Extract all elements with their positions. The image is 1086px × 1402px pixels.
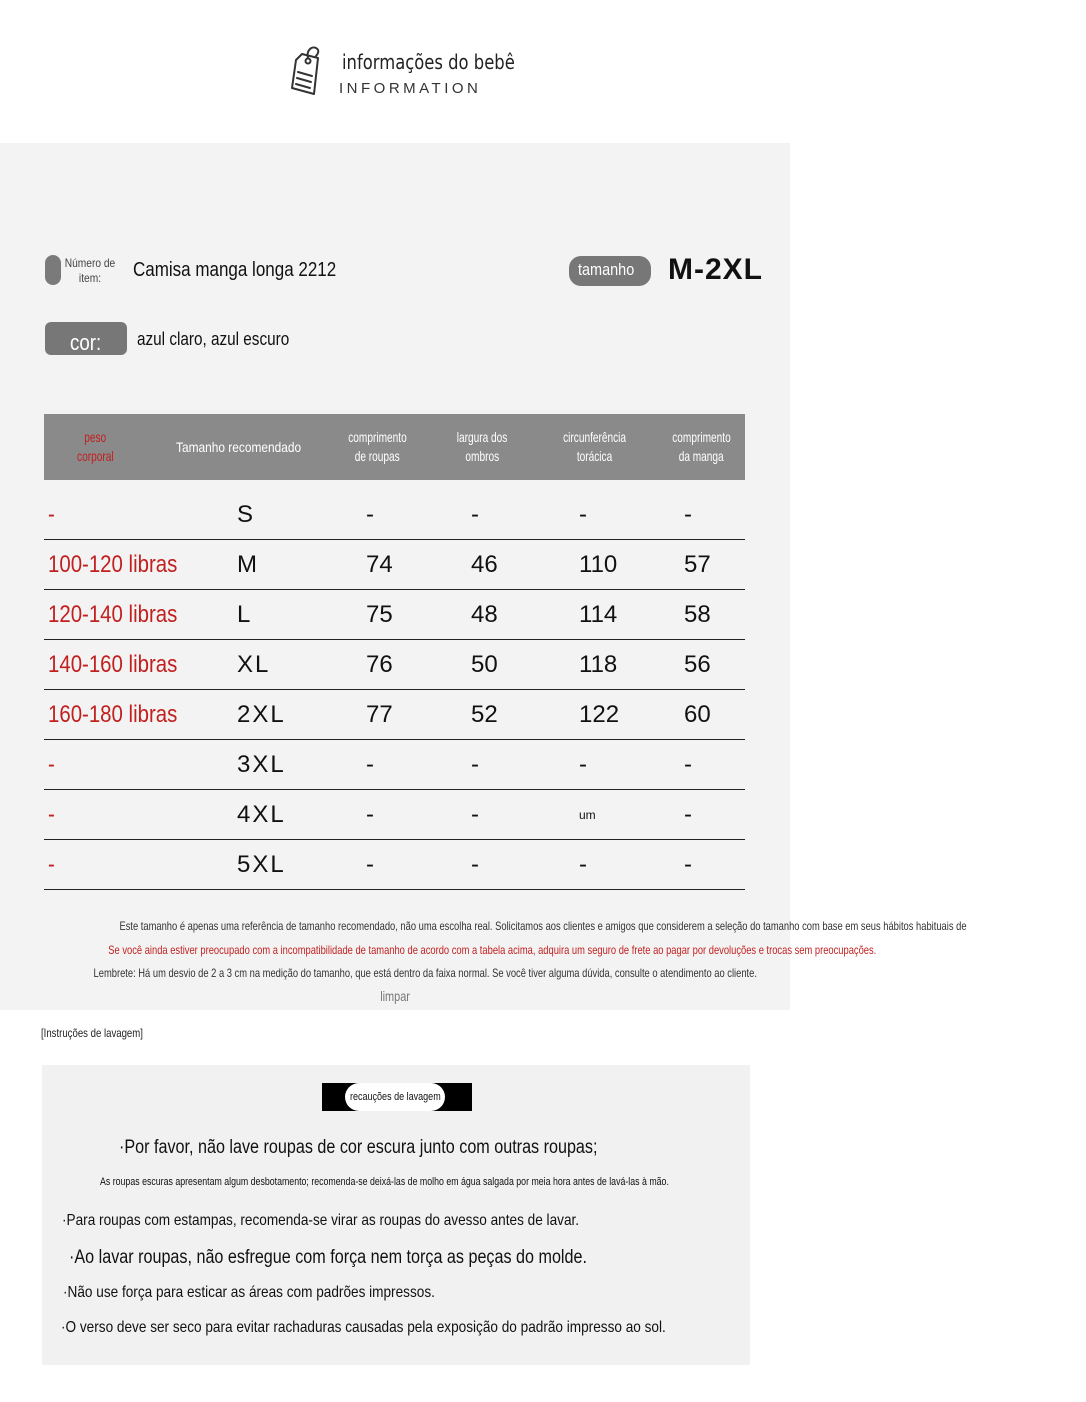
cell-weight: 140-160 libras [48,651,178,678]
item-label-pill [45,255,61,285]
header-length: comprimento de roupas [347,429,407,464]
cell-weight: 120-140 libras [48,601,178,628]
table-row [44,840,745,890]
table-row [44,490,745,540]
cell-shoulder: 50 [471,651,498,678]
header-subtitle: INFORMATION [339,80,482,97]
cell-sleeve: - [684,801,692,828]
cell-chest: 114 [579,601,618,628]
cell-sleeve: 58 [684,601,711,628]
cell-size: 3XL [237,751,286,778]
cell-length: - [366,801,374,828]
color-label: cor: [70,330,102,355]
cell-size: S [237,501,256,528]
table-row [44,690,745,740]
cell-sleeve: - [684,851,692,878]
item-label: Número de item: [64,256,116,285]
size-label: tamanho [578,260,635,279]
tag-icon [288,44,324,98]
cell-sleeve: 56 [684,651,711,678]
cell-length: - [366,751,374,778]
size-disclaimer: Este tamanho é apenas uma referência de tamanho recomendado, não uma escolha real. Solicitamos aos clientes e amigos que considerem a seleção do tamanho com base em seus hábitos habituais de [119,919,967,933]
row-divider [44,889,745,890]
cell-shoulder: - [471,801,479,828]
table-row [44,790,745,840]
cell-shoulder: 48 [471,601,498,628]
cell-chest: - [579,751,587,778]
cell-chest: - [579,501,587,528]
wash-title: recauções de lavagem [345,1083,445,1111]
cell-length: - [366,851,374,878]
cell-chest: 110 [579,551,618,578]
wash-line: ·Para roupas com estampas, recomenda-se virar as roupas do avesso antes de lavar. [62,1212,580,1229]
cell-chest: um [579,808,596,822]
cell-sleeve: 60 [684,701,711,728]
cell-weight: - [48,801,55,828]
cell-weight: 160-180 libras [48,701,178,728]
cell-size: 5XL [237,851,286,878]
wash-line: As roupas escuras apresentam algum desbotamento; recomenda-se deixá-las de molho em água salgada por meia hora antes de lavá-las à mão. [100,1176,669,1188]
header-weight: peso corporal [76,429,114,464]
wash-line: ·O verso deve ser seco para evitar rachaduras causadas pela exposição do padrão impresso ao sol. [61,1319,666,1336]
cell-sleeve: - [684,501,692,528]
header-chest: circunferência torácica [563,429,627,464]
cell-sleeve: - [684,751,692,778]
item-value: Camisa manga longa 2212 [133,259,337,281]
cell-size: 2XL [237,701,286,728]
color-value: azul claro, azul escuro [137,329,290,349]
clear-text: limpar [380,988,410,1004]
cell-weight: - [48,501,55,528]
header-shoulder: largura dos ombros [456,429,508,464]
size-range: M-2XL [668,253,763,286]
table-row [44,740,745,790]
cell-sleeve: 57 [684,551,711,578]
cell-shoulder: 46 [471,551,498,578]
header-title: informações do bebê [342,50,515,74]
size-warning: Se você ainda estiver preocupado com a incompatibilidade de tamanho de acordo com a tabela acima, adquira um seguro de frete ao pagar por devoluções e trocas sem preocupações. [108,943,877,957]
cell-length: 76 [366,651,393,678]
cell-shoulder: 52 [471,701,498,728]
size-reminder: Lembrete: Há um desvio de 2 a 3 cm na medição do tamanho, que está dentro da faixa normal. Se você tiver alguma dúvida, consulte o atendimento ao cliente. [93,966,757,980]
cell-shoulder: - [471,751,479,778]
cell-chest: - [579,851,587,878]
cell-size: L [237,601,253,628]
cell-size: XL [237,651,271,678]
info-panel [0,143,967,1010]
cell-shoulder: - [471,501,479,528]
header-size: Tamanho recomendado [176,438,302,455]
cell-length: - [366,501,374,528]
cell-length: 77 [366,701,393,728]
wash-section-label: [Instruções de lavagem] [41,1026,143,1040]
cell-length: 75 [366,601,393,628]
wash-line: ·Por favor, não lave roupas de cor escura junto com outras roupas; [119,1137,598,1158]
cell-chest: 122 [579,701,620,728]
cell-length: 74 [366,551,393,578]
size-table-header [44,414,745,480]
cell-weight: - [48,751,55,778]
table-row [44,540,745,590]
wash-line: ·Ao lavar roupas, não esfregue com força nem torça as peças do molde. [69,1247,587,1268]
table-row [44,590,745,640]
cell-size: M [237,551,259,578]
wash-line: ·Não use força para esticar as áreas com padrões impressos. [63,1284,435,1301]
cell-weight: 100-120 libras [48,551,178,578]
page-header [0,0,790,143]
header-sleeve: comprimento da manga [671,429,731,464]
cell-weight: - [48,851,55,878]
cell-size: 4XL [237,801,286,828]
table-row [44,640,745,690]
cell-chest: 118 [579,651,618,678]
cell-shoulder: - [471,851,479,878]
